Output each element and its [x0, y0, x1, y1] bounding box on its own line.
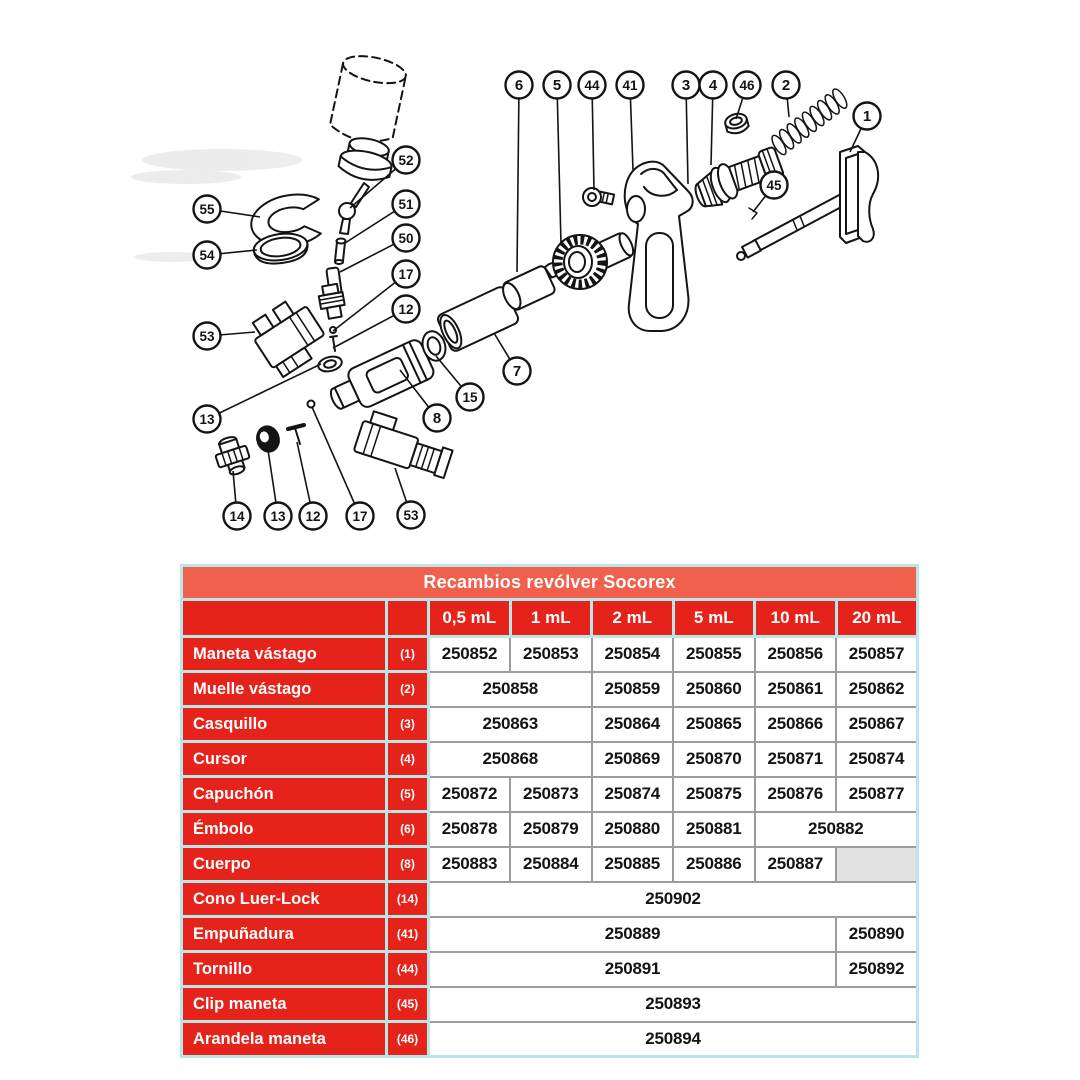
part-name-cell: Cursor: [182, 742, 387, 777]
part-name-cell: Empuñadura: [182, 917, 387, 952]
part-ball: [308, 401, 315, 408]
callout-number-52: 52: [398, 153, 414, 169]
table-row: [182, 637, 918, 672]
callout-number-17: 17: [352, 509, 368, 525]
part-number-cell: 250881: [673, 812, 755, 847]
header-blank-ref: [387, 600, 429, 637]
column-header-0: 0,5 mL: [429, 600, 511, 637]
part-name-cell: Cono Luer-Lock: [182, 882, 387, 917]
part-number-cell: 250880: [592, 812, 674, 847]
part-name-cell: Émbolo: [182, 812, 387, 847]
callout-number-2: 2: [781, 77, 791, 95]
table-row: [182, 847, 918, 882]
part-number-cell: 250877: [836, 777, 918, 812]
part-ref-cell: (1): [387, 637, 429, 672]
header-blank-label: [182, 600, 387, 637]
leader-line-44: [592, 85, 594, 190]
part-number-cell: 250893: [429, 987, 918, 1022]
column-header-2: 2 mL: [592, 600, 674, 637]
part-number-cell: 250856: [755, 637, 837, 672]
part-number-cell: 250864: [592, 707, 674, 742]
part-number-cell: 250892: [836, 952, 918, 987]
part-number-cell: 250890: [836, 917, 918, 952]
callout-number-4: 4: [708, 77, 718, 95]
part-ref-cell: (5): [387, 777, 429, 812]
callout-number-15: 15: [462, 390, 478, 406]
part-number-cell: 250854: [592, 637, 674, 672]
part-body-cuerpo: [324, 338, 436, 420]
part-number-cell: 250879: [510, 812, 592, 847]
part-ref-cell: (4): [387, 742, 429, 777]
part-filling-nozzle: [317, 183, 369, 374]
part-number-cell: 250875: [673, 777, 755, 812]
part-number-cell: 250869: [592, 742, 674, 777]
part-name-cell: Clip maneta: [182, 987, 387, 1022]
column-header-5: 20 mL: [836, 600, 918, 637]
part-number-cell: 250883: [429, 847, 511, 882]
part-name-cell: Muelle vástago: [182, 672, 387, 707]
callout-number-53: 53: [403, 508, 419, 524]
table-row: [182, 812, 918, 847]
callout-number-8: 8: [432, 410, 442, 428]
part-number-cell: 250866: [755, 707, 837, 742]
part-seal-ring: [254, 424, 282, 455]
part-ref-cell: (3): [387, 707, 429, 742]
part-number-cell: 250868: [429, 742, 592, 777]
callout-number-1: 1: [862, 108, 872, 126]
callout-number-12: 12: [305, 509, 321, 525]
table-row: [182, 987, 918, 1022]
callout-number-41: 41: [622, 78, 638, 94]
part-number-cell: 250882: [755, 812, 918, 847]
part-ref-cell: (44): [387, 952, 429, 987]
table-header-row: [182, 600, 918, 637]
part-number-cell: 250889: [429, 917, 837, 952]
parts-table: [180, 564, 916, 1058]
callout-number-17: 17: [398, 267, 414, 283]
part-ref-cell: (8): [387, 847, 429, 882]
part-number-cell: 250885: [592, 847, 674, 882]
part-number-cell: 250886: [673, 847, 755, 882]
callout-number-55: 55: [199, 202, 215, 218]
callout-number-14: 14: [229, 509, 245, 525]
part-number-cell: 250872: [429, 777, 511, 812]
part-number-cell: 250876: [755, 777, 837, 812]
part-number-cell: 250860: [673, 672, 755, 707]
part-name-cell: Maneta vástago: [182, 637, 387, 672]
callout-number-13: 13: [270, 509, 286, 525]
part-name-cell: Cuerpo: [182, 847, 387, 882]
part-ref-cell: (45): [387, 987, 429, 1022]
callout-number-7: 7: [512, 363, 522, 381]
column-header-3: 5 mL: [673, 600, 755, 637]
callout-number-54: 54: [199, 248, 215, 264]
table-row: [182, 742, 918, 777]
part-name-cell: Arandela maneta: [182, 1022, 387, 1057]
part-pin: [288, 425, 304, 444]
part-number-cell: 250862: [836, 672, 918, 707]
part-number-cell: 250894: [429, 1022, 918, 1057]
column-header-4: 10 mL: [755, 600, 837, 637]
part-number-cell: 250902: [429, 882, 918, 917]
callout-number-3: 3: [681, 77, 691, 95]
part-cap-capuchon: [553, 230, 636, 289]
callout-number-45: 45: [766, 178, 782, 194]
part-number-cell: [836, 847, 918, 882]
part-number-cell: 250859: [592, 672, 674, 707]
part-number-cell: 250891: [429, 952, 837, 987]
table-row: [182, 707, 918, 742]
callout-number-53: 53: [199, 329, 215, 345]
part-number-cell: 250853: [510, 637, 592, 672]
table-title: Recambios revólver Socorex: [182, 566, 918, 600]
part-name-cell: Capuchón: [182, 777, 387, 812]
callout-number-5: 5: [552, 77, 562, 95]
part-number-cell: 250861: [755, 672, 837, 707]
part-number-cell: 250865: [673, 707, 755, 742]
column-header-1: 1 mL: [510, 600, 592, 637]
callout-number-13: 13: [199, 412, 215, 428]
part-number-cell: 250852: [429, 637, 511, 672]
part-number-cell: 250874: [836, 742, 918, 777]
table-row: [182, 917, 918, 952]
leader-line-3: [686, 85, 688, 184]
part-number-cell: 250887: [755, 847, 837, 882]
part-number-cell: 250870: [673, 742, 755, 777]
table-row: [182, 672, 918, 707]
part-screw-tornillo: [583, 188, 614, 206]
callout-number-50: 50: [398, 231, 414, 247]
table-title-row: [182, 566, 918, 600]
callout-number-51: 51: [398, 197, 414, 213]
part-ref-cell: (2): [387, 672, 429, 707]
leader-line-17: [312, 407, 360, 516]
leader-line-13: [207, 364, 321, 419]
part-ref-cell: (41): [387, 917, 429, 952]
part-ref-cell: (46): [387, 1022, 429, 1057]
leader-line-5: [557, 85, 561, 244]
part-number-cell: 250857: [836, 637, 918, 672]
parts-table-grid: [180, 564, 919, 1058]
part-number-cell: 250878: [429, 812, 511, 847]
part-number-cell: 250871: [755, 742, 837, 777]
callout-number-6: 6: [514, 77, 524, 95]
part-number-cell: 250884: [510, 847, 592, 882]
callout-number-46: 46: [739, 78, 755, 94]
part-number-cell: 250863: [429, 707, 592, 742]
leader-line-6: [517, 85, 519, 272]
part-number-cell: 250855: [673, 637, 755, 672]
callout-number-44: 44: [584, 78, 600, 94]
part-name-cell: Casquillo: [182, 707, 387, 742]
part-ref-cell: (6): [387, 812, 429, 847]
part-name-cell: Tornillo: [182, 952, 387, 987]
table-row: [182, 882, 918, 917]
part-number-cell: 250873: [510, 777, 592, 812]
part-number-cell: 250858: [429, 672, 592, 707]
part-number-cell: 250874: [592, 777, 674, 812]
table-row: [182, 777, 918, 812]
table-row: [182, 952, 918, 987]
part-grip-empunadura: [625, 162, 693, 331]
callout-number-12: 12: [398, 302, 414, 318]
part-number-cell: 250867: [836, 707, 918, 742]
table-row: [182, 1022, 918, 1057]
part-ref-cell: (14): [387, 882, 429, 917]
